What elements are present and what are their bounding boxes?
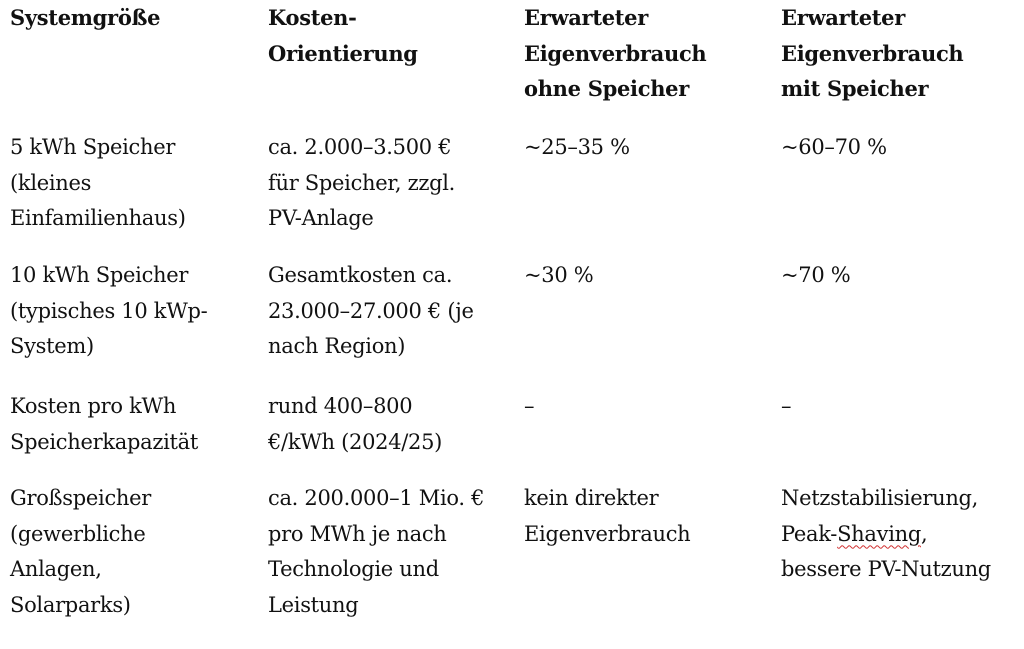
cell-cost — [268, 130, 455, 237]
cell-line: (gewerbliche — [10, 521, 146, 546]
cell-line: ~60–70 % — [781, 135, 887, 159]
header-line: mit Speicher — [781, 76, 929, 101]
cell-line: Technologie und — [268, 557, 439, 581]
header-line: Eigenverbrauch — [524, 40, 707, 66]
cell-system-size — [10, 258, 207, 365]
header-line: Erwarteter — [524, 5, 649, 30]
cell-line: ca. 200.000–1 Mio. € — [268, 486, 485, 510]
cell-line: Netzstabilisierung, — [781, 486, 979, 510]
cell-line: 5 kWh Speicher — [10, 135, 176, 159]
cell-line: ~70 % — [781, 263, 851, 287]
cell-line: Anlagen, — [10, 557, 102, 581]
cell-without-storage — [524, 389, 534, 425]
cell-system-size — [10, 389, 198, 460]
cell-line: kein direkter — [524, 486, 659, 510]
cell-line: Großspeicher — [10, 486, 152, 510]
text-fragment: Peak- — [781, 521, 838, 546]
header-line: ohne Speicher — [524, 76, 689, 101]
cell-line: – — [524, 394, 535, 418]
cell-cost — [268, 389, 442, 460]
cell-cost — [268, 258, 474, 365]
header-line: Orientierung — [268, 40, 418, 66]
cell-line: PV-Anlage — [268, 206, 374, 230]
cell-line: System) — [10, 334, 94, 358]
cell-with-storage — [781, 481, 991, 588]
cell-system-size — [10, 481, 151, 623]
cell-line: pro MWh je nach — [268, 521, 447, 546]
cell-line: ~30 % — [524, 263, 594, 287]
cell-without-storage — [524, 481, 690, 552]
cell-with-storage — [781, 130, 887, 166]
cell-line: Einfamilienhaus) — [10, 206, 186, 230]
cell-line: 23.000–27.000 € (je — [268, 298, 474, 323]
cell-line: ~25–35 % — [524, 135, 630, 159]
cell-with-storage — [781, 389, 791, 425]
cell-with-storage — [781, 258, 850, 294]
cell-line: rund 400–800 — [268, 394, 413, 418]
header-cell-system-size — [10, 0, 160, 36]
cell-line — [781, 517, 991, 553]
header-line: Kosten- — [268, 5, 357, 30]
header-line: Systemgröße — [10, 5, 161, 30]
cell-line: Eigenverbrauch — [524, 521, 691, 546]
cell-line: Speicherkapazität — [10, 429, 199, 454]
cell-line: 10 kWh Speicher — [10, 263, 189, 287]
header-line: Eigenverbrauch — [781, 40, 964, 66]
cell-line: (typisches 10 kWp- — [10, 298, 208, 323]
header-cell-with-storage — [781, 0, 963, 107]
cell-line: – — [781, 394, 792, 418]
cell-line: (kleines — [10, 170, 92, 195]
cell-line: Gesamtkosten ca. — [268, 263, 453, 287]
header-cell-cost — [268, 0, 418, 71]
cell-without-storage — [524, 130, 630, 166]
cell-line: €/kWh (2024/25) — [268, 429, 443, 454]
spellcheck-flagged-word[interactable]: Shaving — [837, 521, 921, 546]
text-fragment: , — [920, 521, 928, 546]
cell-cost — [268, 481, 484, 623]
header-cell-without-storage — [524, 0, 706, 107]
cell-line: Leistung — [268, 592, 359, 617]
cell-line: Solarparks) — [10, 592, 131, 617]
cell-line: nach Region) — [268, 334, 406, 358]
cell-without-storage — [524, 258, 593, 294]
header-line: Erwarteter — [781, 5, 906, 30]
cell-line: ca. 2.000–3.500 € — [268, 135, 452, 159]
cell-line: für Speicher, zzgl. — [268, 170, 456, 195]
cell-line: Kosten pro kWh — [10, 394, 177, 418]
cell-system-size — [10, 130, 186, 237]
cell-line: bessere PV-Nutzung — [781, 557, 991, 581]
